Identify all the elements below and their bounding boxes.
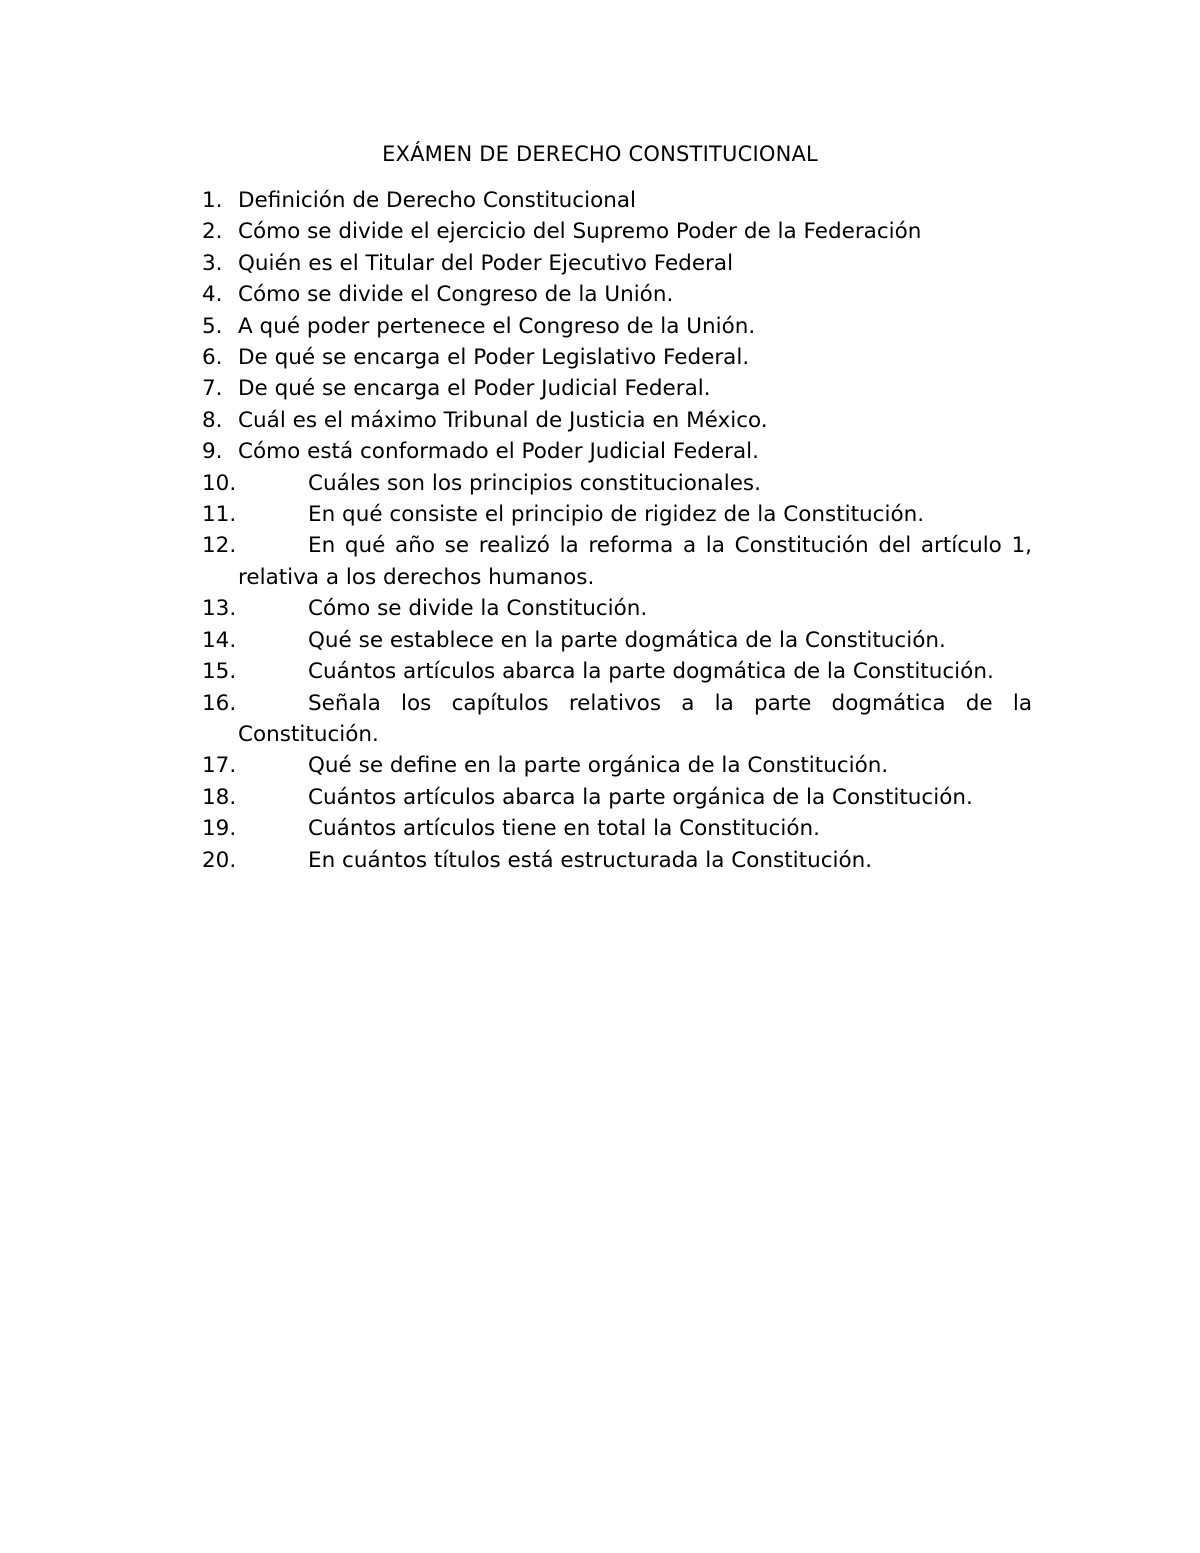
question-text: En qué año se realizó la reforma a la Constitución del artículo 1, relativa a los derechos humanos.: [238, 533, 1032, 590]
question-text: De qué se encarga el Poder Legislativo Federal.: [238, 345, 750, 371]
question-item: [202, 373, 1032, 404]
question-text: Cuáles son los principios constitucionales.: [308, 470, 761, 496]
question-number: 3.: [202, 250, 223, 276]
question-item: [202, 845, 1032, 876]
question-text: Qué se define en la parte orgánica de la Constitución.: [308, 753, 889, 779]
question-text: Cómo se divide el Congreso de la Unión.: [238, 282, 674, 308]
question-number: 5.: [202, 313, 223, 339]
question-number: 6.: [202, 345, 223, 371]
question-text: Cómo se divide el ejercicio del Supremo Poder de la Federación: [238, 219, 922, 245]
question-item: [202, 593, 1032, 624]
question-number: 4.: [202, 282, 223, 308]
question-text: En qué consiste el principio de rigidez de la Constitución.: [308, 502, 925, 528]
question-text: Cuántos artículos abarca la parte orgánica de la Constitución.: [308, 784, 973, 810]
question-text: En cuántos títulos está estructurada la Constitución.: [308, 847, 873, 873]
question-text: Cómo se divide la Constitución.: [308, 596, 648, 622]
question-item: [202, 216, 1032, 247]
question-number: 15.: [202, 659, 237, 685]
question-number: 20.: [202, 847, 237, 873]
question-item: [202, 248, 1032, 279]
question-text: Qué se establece en la parte dogmática de la Constitución.: [308, 627, 946, 653]
question-text: A qué poder pertenece el Congreso de la Unión.: [238, 313, 756, 339]
question-item: [202, 813, 1032, 844]
question-item: [202, 342, 1032, 373]
question-text: De qué se encarga el Poder Judicial Federal.: [238, 376, 711, 402]
question-number: 19.: [202, 816, 237, 842]
question-number: 8.: [202, 407, 223, 433]
question-item: [202, 656, 1032, 687]
question-text: Quién es el Titular del Poder Ejecutivo Federal: [238, 250, 734, 276]
question-item: [202, 468, 1032, 499]
question-number: 18.: [202, 784, 237, 810]
question-number: 2.: [202, 219, 223, 245]
question-item: [202, 499, 1032, 530]
question-item: [202, 279, 1032, 310]
question-number: 17.: [202, 753, 237, 779]
question-text: Señala los capítulos relativos a la parte dogmática de la Constitución.: [238, 690, 1032, 747]
document-title: EXÁMEN DE DERECHO CONSTITUCIONAL: [382, 142, 818, 166]
question-item: [202, 311, 1032, 342]
question-text: Cómo está conformado el Poder Judicial Federal.: [238, 439, 759, 465]
question-text: Cuántos artículos tiene en total la Constitución.: [308, 816, 820, 842]
question-number: 7.: [202, 376, 223, 402]
question-number: 1.: [202, 188, 223, 213]
question-number: 13.: [202, 596, 237, 622]
question-item: [202, 185, 1032, 216]
question-number: 9.: [202, 439, 223, 465]
question-item: [202, 782, 1032, 813]
question-number: 16.: [202, 690, 237, 716]
question-item: [202, 436, 1032, 467]
question-item: [202, 688, 1032, 751]
question-text: Cuál es el máximo Tribunal de Justicia en México.: [238, 407, 768, 433]
question-text: Cuántos artículos abarca la parte dogmática de la Constitución.: [308, 659, 994, 685]
question-item: [202, 405, 1032, 436]
question-item: [202, 750, 1032, 781]
question-list: [202, 185, 1032, 876]
question-number: 11.: [202, 502, 237, 528]
question-item: [202, 530, 1032, 593]
question-item: [202, 625, 1032, 656]
question-text: Definición de Derecho Constitucional: [238, 188, 637, 213]
question-number: 14.: [202, 627, 237, 653]
question-number: 10.: [202, 470, 237, 496]
question-number: 12.: [202, 533, 237, 559]
